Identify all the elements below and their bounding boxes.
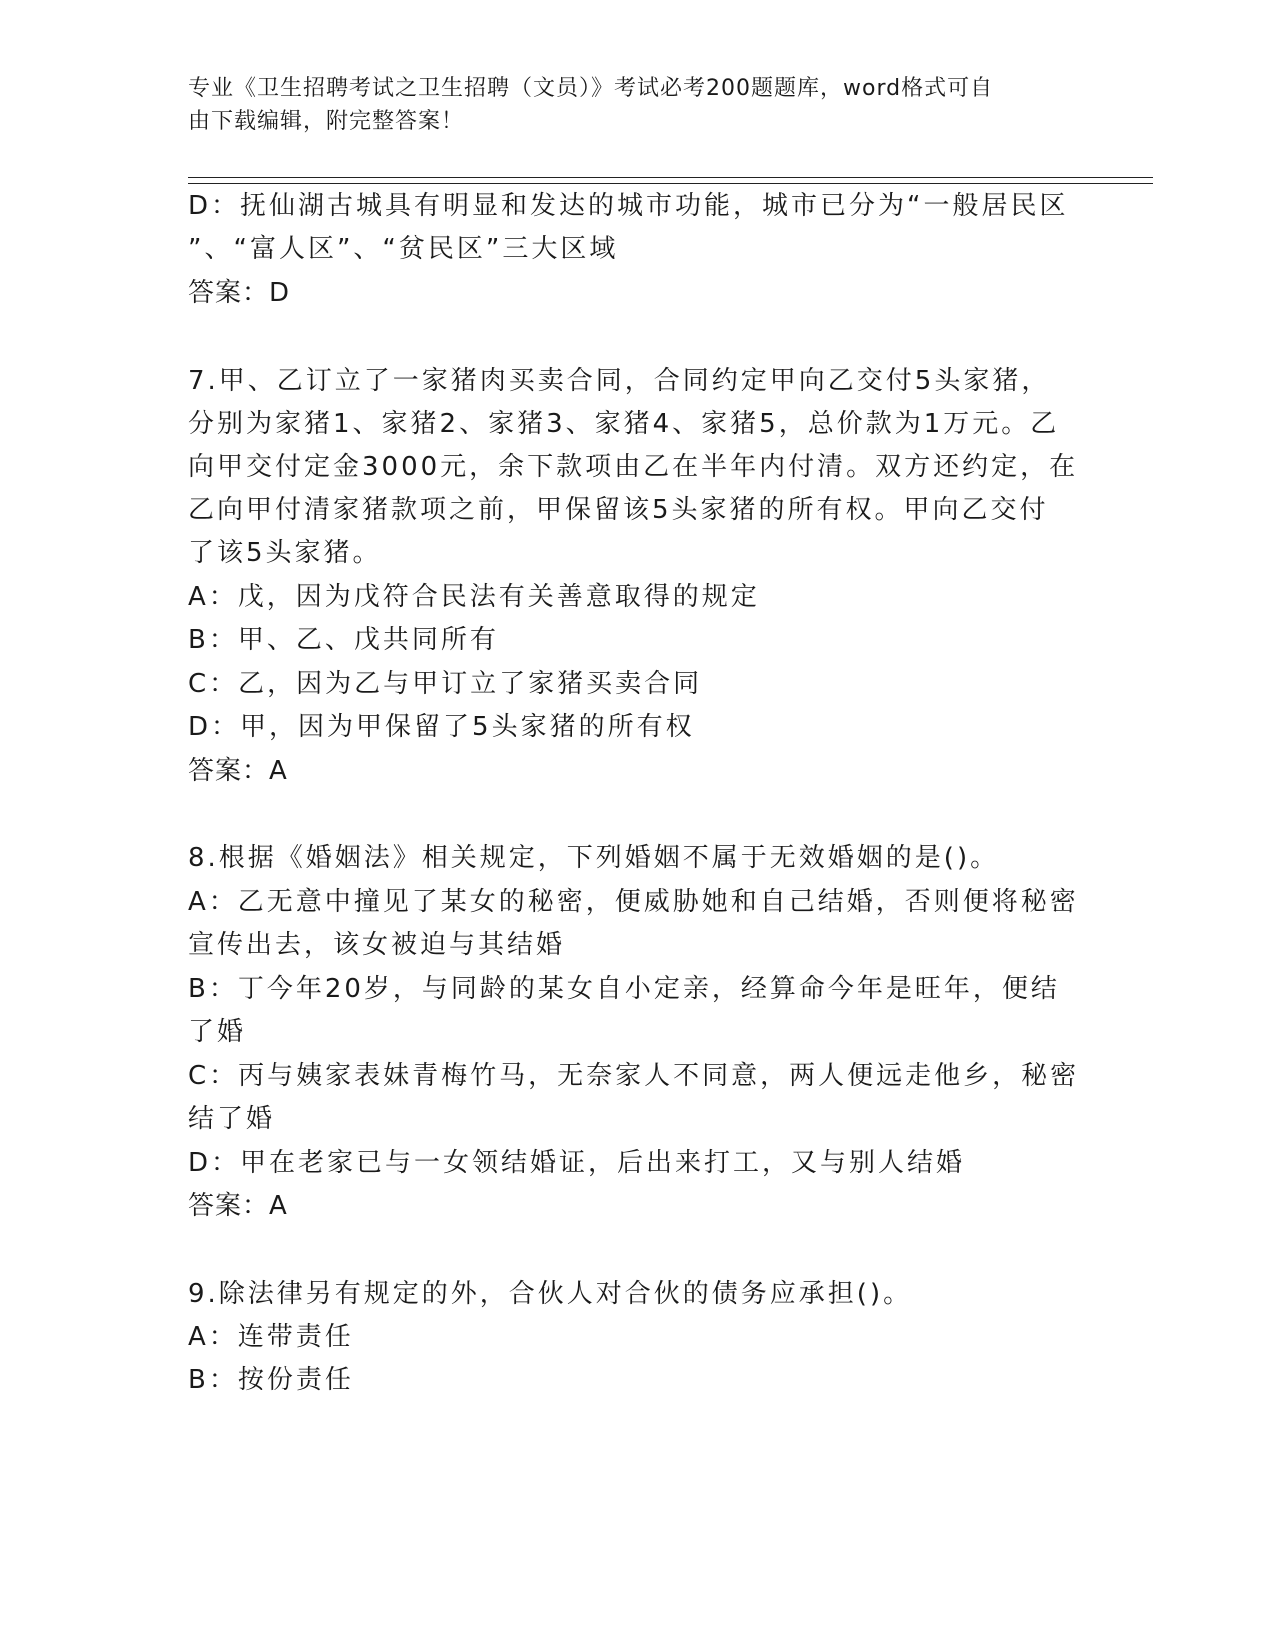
q8-option-b-line-1: B：丁今年20岁，与同龄的某女自小定亲，经算命今年是旺年，便结 [188,974,1060,1004]
q7-option-b: B：甲、乙、戊共同所有 [188,625,499,655]
q9-option-a: A：连带责任 [188,1322,354,1352]
q8-option-c-line-1: C：丙与姨家表妹青梅竹马，无奈家人不同意，两人便远走他乡，秘密 [188,1061,1080,1091]
q7-stem-line-3: 向甲交付定金3000元，余下款项由乙在半年内付清。双方还约定，在 [188,452,1079,482]
q7-option-d: D：甲，因为甲保留了5头家猪的所有权 [188,712,695,742]
q7-stem-line-4: 乙向甲付清家猪款项之前，甲保留该5头家猪的所有权。甲向乙交付 [188,495,1049,525]
q9-option-b: B：按份责任 [188,1365,354,1395]
q7-stem-line-5: 了该5头家猪。 [188,538,382,568]
q8-stem: 8.根据《婚姻法》相关规定，下列婚姻不属于无效婚姻的是()。 [188,843,1000,873]
q8-option-b-line-2: 了婚 [188,1017,247,1047]
q7-stem-line-1: 7.甲、乙订立了一家猪肉买卖合同，合同约定甲向乙交付5头家猪， [188,366,1051,396]
q8-option-a-line-2: 宣传出去，该女被迫与其结婚 [188,930,566,960]
header-divider-top [188,177,1153,178]
q7-answer: 答案：A [188,756,288,786]
q6-option-d-line-2: ”、“富人区”、“贫民区”三大区域 [188,234,619,264]
q8-option-a-line-1: A：乙无意中撞见了某女的秘密，便威胁她和自己结婚，否则便将秘密 [188,887,1079,917]
q6-option-d-line-1: D：抚仙湖古城具有明显和发达的城市功能，城市已分为“一般居民区 [188,191,1069,221]
q8-option-c-line-2: 结了婚 [188,1104,276,1134]
header-line-1: 专业《卫生招聘考试之卫生招聘（文员）》考试必考200题题库，word格式可自 [188,76,994,101]
header-line-2: 由下载编辑，附完整答案！ [188,109,465,134]
header-divider-bottom [188,183,1153,184]
q7-stem-line-2: 分别为家猪1、家猪2、家猪3、家猪4、家猪5，总价款为1万元。乙 [188,409,1060,439]
document-header [188,72,1088,138]
q9-stem: 9.除法律另有规定的外，合伙人对合伙的债务应承担()。 [188,1279,913,1309]
q7-option-a: A：戊，因为戊符合民法有关善意取得的规定 [188,582,760,612]
q7-option-c: C：乙，因为乙与甲订立了家猪买卖合同 [188,669,703,699]
q8-answer: 答案：A [188,1191,288,1221]
q6-answer: 答案：D [188,278,291,308]
q8-option-d: D：甲在老家已与一女领结婚证，后出来打工，又与别人结婚 [188,1148,966,1178]
